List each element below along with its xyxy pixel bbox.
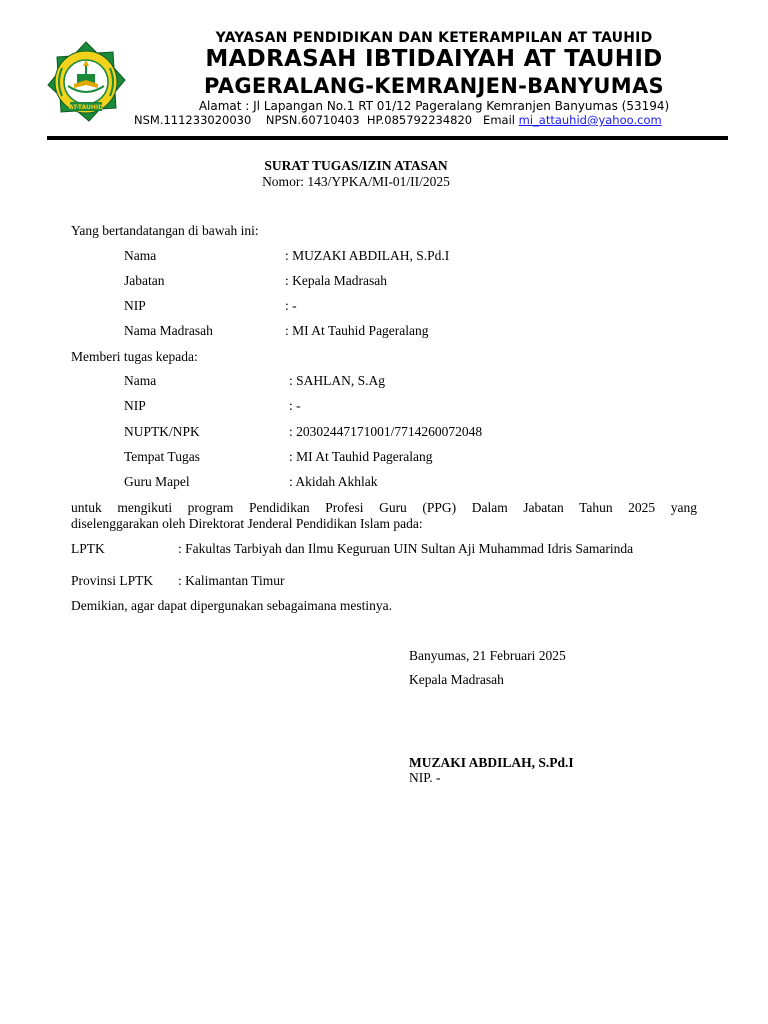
purpose-line-1: untuk mengikuti program Pendidikan Profesi Guru (PPG) Dalam Jabatan Tahun 2025 yang xyxy=(71,500,697,515)
signer-position-label: Jabatan xyxy=(124,273,165,288)
assign-intro-text: Memberi tugas kepada: xyxy=(71,349,198,364)
province-label: Provinsi LPTK xyxy=(71,573,154,588)
identifier-numbers: NSM.111233020030 NPSN.60710403 HP.085792234820 Email xyxy=(134,113,519,127)
signer-nip-value: : - xyxy=(285,298,297,313)
closing-text: Demikian, agar dapat dipergunakan sebagaimana mestinya. xyxy=(71,598,393,613)
intro-text: Yang bertandatangan di bawah ini: xyxy=(71,223,259,238)
lptk-label: LPTK xyxy=(71,541,105,556)
assignee-nip-value: : - xyxy=(289,398,301,413)
assignee-workplace-value: : MI At Tauhid Pageralang xyxy=(289,449,433,464)
province-value: : Kalimantan Timur xyxy=(178,573,285,588)
lptk-value: : Fakultas Tarbiyah dan Ilmu Keguruan UIN Sultan Aji Muhammad Idris Samarinda xyxy=(178,541,634,556)
email-link[interactable]: mi_attauhid@yahoo.com xyxy=(518,113,662,127)
assignee-name-label: Nama xyxy=(124,373,157,388)
signer-school-value: : MI At Tauhid Pageralang xyxy=(285,323,429,338)
school-name: MADRASAH IBTIDAIYAH AT TAUHID xyxy=(205,46,663,72)
signer-nip-label: NIP xyxy=(124,298,146,313)
assignee-workplace-label: Tempat Tugas xyxy=(124,449,200,464)
assignee-subject-value: : Akidah Akhlak xyxy=(289,474,378,489)
assignee-nuptk-value: : 20302447171001/7714260072048 xyxy=(289,424,483,439)
foundation-name: YAYASAN PENDIDIKAN DAN KETERAMPILAN AT TAUHID xyxy=(215,30,653,46)
signer-position: Kepala Madrasah xyxy=(409,672,504,687)
document-title: SURAT TUGAS/IZIN ATASAN xyxy=(264,158,448,173)
signer-name-label: Nama xyxy=(124,248,157,263)
signer-school-label: Nama Madrasah xyxy=(124,323,213,338)
signer-nip: NIP. - xyxy=(409,770,441,785)
assignee-subject-label: Guru Mapel xyxy=(124,474,190,489)
school-region: PAGERALANG-KEMRANJEN-BANYUMAS xyxy=(204,74,664,98)
school-identifiers xyxy=(134,113,662,127)
document-number: Nomor: 143/YPKA/MI-01/II/2025 xyxy=(262,174,450,189)
school-address: Alamat : Jl Lapangan No.1 RT 01/12 Pageralang Kemranjen Banyumas (53194) xyxy=(198,99,670,113)
place-date: Banyumas, 21 Februari 2025 xyxy=(409,648,566,663)
signer-name-value: : MUZAKI ABDILAH, S.Pd.I xyxy=(285,248,450,263)
signer-position-value: : Kepala Madrasah xyxy=(285,273,387,288)
assignee-nip-label: NIP xyxy=(124,398,146,413)
assignee-name-value: : SAHLAN, S.Ag xyxy=(289,373,386,388)
purpose-line-2: diselenggarakan oleh Direktorat Jenderal Pendidikan Islam pada: xyxy=(71,516,423,531)
letterhead-divider xyxy=(47,136,728,140)
signer-name: MUZAKI ABDILAH, S.Pd.I xyxy=(409,755,574,770)
madrasah-logo xyxy=(44,40,128,124)
logo-text: AT-TAUHID xyxy=(68,104,104,111)
assignee-nuptk-label: NUPTK/NPK xyxy=(124,424,200,439)
